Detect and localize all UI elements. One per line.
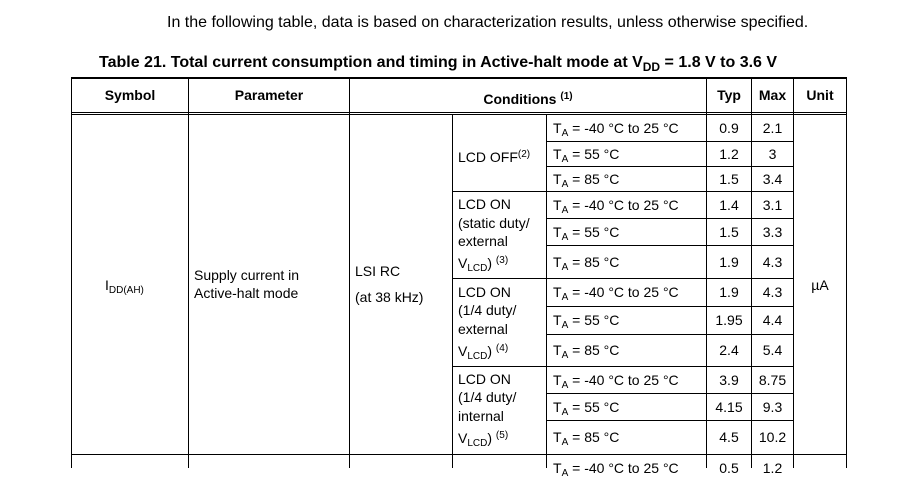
- temp-symbol-sub: A: [561, 380, 569, 391]
- vlcd-main: V: [458, 430, 468, 446]
- col-border-parameter: [349, 77, 350, 468]
- row-divider: [546, 191, 793, 192]
- typ-value: 3.9: [719, 372, 739, 388]
- temp-value: = 85 °C: [568, 171, 620, 187]
- typ-value: 0.9: [719, 120, 739, 136]
- temperature-condition: [553, 312, 619, 334]
- col-border-clock: [452, 114, 453, 468]
- temp-symbol: T: [553, 312, 562, 328]
- typ-value: 1.9: [719, 284, 739, 300]
- temp-symbol: T: [553, 254, 562, 270]
- col-border-max: [793, 77, 794, 468]
- temp-value: = 55 °C: [568, 399, 620, 415]
- temp-symbol-sub: A: [561, 232, 569, 243]
- col-border-right: [846, 77, 847, 468]
- temp-value: = 55 °C: [568, 146, 620, 162]
- temp-symbol-sub: A: [561, 292, 569, 303]
- group-quarter-int-line-1: LCD ON: [458, 371, 511, 387]
- temperature-condition: [553, 197, 679, 219]
- temp-value: = -40 °C to 25 °C: [568, 460, 679, 476]
- max-value: 3.4: [762, 171, 783, 187]
- symbol-main: I: [105, 277, 109, 293]
- temperature-condition: [553, 120, 679, 142]
- temperature-condition: [553, 254, 619, 276]
- group-static-note: (3): [495, 255, 509, 266]
- temp-symbol: T: [553, 460, 562, 476]
- typ-value: 4.5: [719, 429, 739, 445]
- temp-symbol-sub: A: [561, 179, 569, 190]
- row-divider: [546, 141, 793, 142]
- group-static-line-1: LCD ON: [458, 196, 511, 212]
- row-divider: [546, 306, 793, 307]
- row-divider: [546, 334, 793, 335]
- group-quarter-int-note: (5): [495, 430, 509, 441]
- typ-value: 0.5: [719, 460, 739, 476]
- temp-symbol: T: [553, 284, 562, 300]
- typ-value: 1.5: [719, 224, 739, 240]
- row-divider: [546, 366, 793, 367]
- row-divider: [546, 420, 793, 421]
- header-symbol: Symbol: [104, 87, 156, 103]
- temp-symbol: T: [553, 429, 562, 445]
- vlcd-sub: LCD: [467, 438, 488, 449]
- temp-symbol: T: [553, 224, 562, 240]
- temp-value: = 85 °C: [568, 429, 620, 445]
- group-static-line-3: external: [458, 233, 508, 249]
- temperature-condition: [553, 171, 619, 193]
- temperature-condition: [553, 284, 679, 306]
- header-max: Max: [758, 87, 787, 103]
- max-value: 3.3: [762, 224, 783, 240]
- max-value: 1.2: [762, 460, 783, 476]
- max-value: 4.3: [762, 284, 783, 300]
- temp-value: = -40 °C to 25 °C: [568, 197, 679, 213]
- group-lcd-off-label: LCD OFF: [458, 149, 518, 165]
- header-conditions-note: (1): [560, 91, 573, 102]
- typ-value: 1.5: [719, 171, 739, 187]
- temperature-condition: [553, 146, 619, 168]
- group-static-line-2: (static duty/: [458, 215, 530, 231]
- group-quarter-int-vlcd: $V_{LCD}$) $^{(5)}$: [458, 430, 509, 449]
- temp-symbol-sub: A: [561, 350, 569, 361]
- col-border-group: [546, 114, 547, 468]
- vlcd-main: V: [458, 343, 468, 359]
- temp-symbol: T: [553, 120, 562, 136]
- clock-line-2: (at 38 kHz): [355, 289, 424, 305]
- temp-symbol: T: [553, 372, 562, 388]
- row-divider: [546, 218, 793, 219]
- header-conditions-label: Conditions: [483, 91, 557, 107]
- temp-symbol-sub: A: [561, 154, 569, 165]
- temp-value: = 85 °C: [568, 342, 620, 358]
- intro-text: In the following table, data is based on characterization results, unless otherwise specified.: [167, 14, 809, 31]
- symbol-cell: [105, 277, 144, 299]
- typ-value: 2.4: [719, 342, 739, 358]
- row-divider: [546, 278, 793, 279]
- max-value: 4.3: [762, 254, 783, 270]
- temp-symbol: T: [553, 146, 562, 162]
- parameter-line-2: Active-halt mode: [194, 285, 299, 301]
- temperature-condition: [553, 342, 619, 364]
- typ-value: 1.95: [715, 312, 743, 328]
- temp-symbol: T: [553, 171, 562, 187]
- temp-symbol: T: [553, 197, 562, 213]
- row-divider: [546, 245, 793, 246]
- symbol-sub: DD(AH): [108, 285, 144, 296]
- row-divider: [546, 166, 793, 167]
- col-border-symbol: [188, 77, 189, 468]
- max-value: 8.75: [758, 372, 787, 388]
- typ-value: 1.4: [719, 197, 739, 213]
- group-lcd-off: [458, 147, 530, 165]
- group-quarter-int-line-3: internal: [458, 408, 504, 424]
- group-quarter-ext-line-2: (1/4 duty/: [458, 302, 517, 318]
- group-quarter-ext-line-3: external: [458, 321, 508, 337]
- vlcd-main: V: [458, 255, 468, 271]
- caption-subscript: DD: [642, 60, 661, 74]
- temp-value: = 55 °C: [568, 312, 620, 328]
- typ-value: 4.15: [715, 399, 743, 415]
- typ-value: 1.9: [719, 254, 739, 270]
- group-lcd-off-note: (2): [517, 149, 531, 160]
- group-static-vlcd: $V_{LCD}$) $^{(3)}$: [458, 255, 509, 274]
- temp-symbol: T: [553, 399, 562, 415]
- header-parameter: Parameter: [234, 87, 304, 103]
- group-quarter-ext-note: (4): [495, 343, 509, 354]
- temp-value: = 85 °C: [568, 254, 620, 270]
- temperature-condition: [553, 399, 619, 421]
- temperature-condition: [553, 224, 619, 246]
- vlcd-sub: LCD: [467, 351, 488, 362]
- caption-suffix: = 1.8 V to 3.6 V: [660, 54, 778, 71]
- max-value: 9.3: [762, 399, 783, 415]
- temp-symbol-sub: A: [561, 205, 569, 216]
- temperature-condition: [553, 460, 679, 482]
- temp-value: = -40 °C to 25 °C: [568, 372, 679, 388]
- max-value: 3.1: [762, 197, 783, 213]
- temp-symbol-sub: A: [561, 437, 569, 448]
- temp-symbol-sub: A: [561, 407, 569, 418]
- header-typ: Typ: [717, 87, 741, 103]
- group-quarter-int-line-2: (1/4 duty/: [458, 389, 517, 405]
- col-border-left: [71, 77, 72, 468]
- row-divider: [546, 393, 793, 394]
- temp-value: = -40 °C to 25 °C: [568, 284, 679, 300]
- max-value: 4.4: [762, 312, 783, 328]
- temperature-condition: [553, 372, 679, 394]
- header-conditions: [350, 89, 706, 107]
- clock-line-1: LSI RC: [355, 263, 401, 279]
- temp-symbol-sub: A: [561, 320, 569, 331]
- row-divider: [546, 454, 793, 455]
- max-value: 10.2: [758, 429, 787, 445]
- typ-value: 1.2: [719, 146, 739, 162]
- temperature-condition: [553, 429, 619, 451]
- temp-symbol-sub: A: [561, 128, 569, 139]
- group-quarter-ext-line-1: LCD ON: [458, 284, 511, 300]
- temp-symbol: T: [553, 342, 562, 358]
- max-value: 3: [768, 146, 777, 162]
- temp-value: = 55 °C: [568, 224, 620, 240]
- caption-prefix: Table 21. Total current consumption and timing in Active-halt mode at V: [99, 54, 643, 71]
- max-value: 2.1: [762, 120, 783, 136]
- parameter-line-1: Supply current in: [194, 267, 300, 283]
- unit-cell: µA: [811, 277, 829, 293]
- temp-symbol-sub: A: [561, 468, 569, 479]
- header-unit: Unit: [806, 87, 834, 103]
- temp-value: = -40 °C to 25 °C: [568, 120, 679, 136]
- vlcd-sub: LCD: [467, 263, 488, 274]
- group-quarter-ext-vlcd: $V_{LCD}$) $^{(4)}$: [458, 343, 509, 362]
- max-value: 5.4: [762, 342, 783, 358]
- temp-symbol-sub: A: [561, 262, 569, 273]
